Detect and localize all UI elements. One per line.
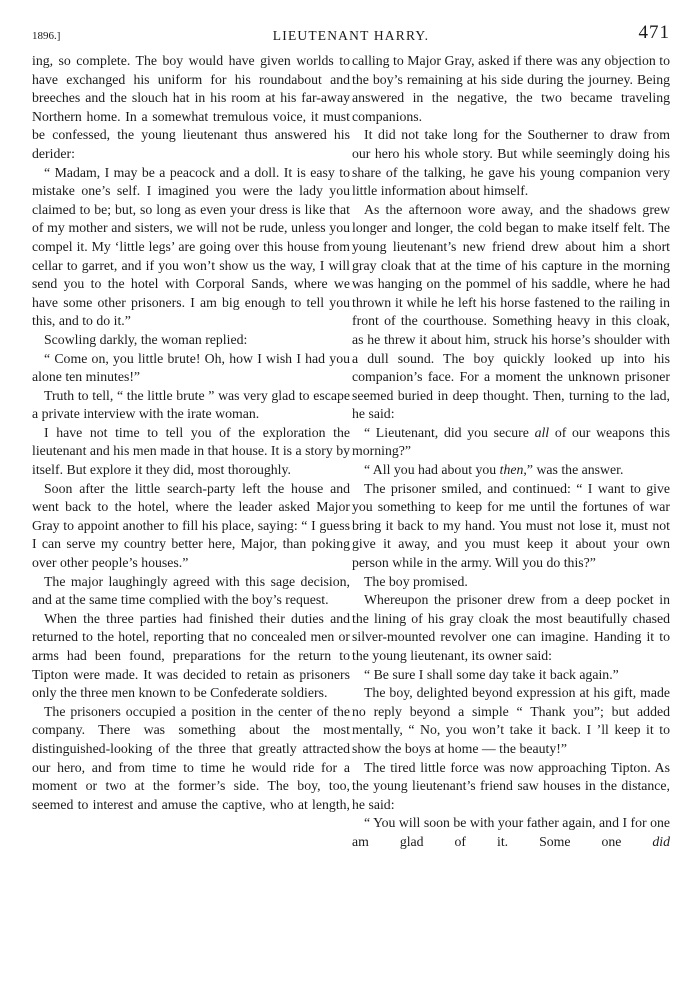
paragraph: Truth to tell, “ the little brute ” was very glad to escape a private interview with the irate woman. xyxy=(32,387,350,422)
italic-text: all xyxy=(534,424,550,440)
paragraph: The tired little force was now approaching Tipton. As the young lieutenant’s friend saw houses in the distance, he said: xyxy=(352,759,670,812)
paragraph: “ Be sure I shall some day take it back again.” xyxy=(364,666,619,682)
paragraph: ing, so complete. The boy would have given worlds to have exchanged his uniform for his roundabout and breeches and the slouch hat in his room at his far-away Northern home. In a somewhat tremulous voice, it must be confessed, the young lieutenant thus answered his derider: xyxy=(32,53,350,161)
issue-date: 1896.] xyxy=(32,30,61,42)
paragraph: Scowling darkly, the woman replied: xyxy=(44,331,248,347)
paragraph: The boy promised. xyxy=(364,573,468,589)
paragraph: It did not take long for the Southerner to draw from our hero his whole story. But while seemingly doing his share of the talking, he gave his young companion very little information about himself. xyxy=(352,127,670,199)
text-run: “ All you had about you xyxy=(364,462,500,478)
left-column xyxy=(32,52,350,994)
paragraph: Whereupon the prisoner drew from a deep pocket in the lining of his gray cloak the most beautifully chased silver-mounted revolver one can imagine. Handing it to the young lieutenant, its owner said: xyxy=(352,592,670,663)
paragraph: calling to Major Gray, asked if there was any objection to the boy’s remaining at his side during the journey. Being answered in the negative, the two became traveling companions. xyxy=(352,53,670,124)
text-run: “ You will soon be with your father again, and I for one am glad of it. Some one xyxy=(352,815,670,849)
paragraph: Soon after the little search-party left the house and went back to the hotel, where the leader asked Major Gray to appoint another to fill his place, saying: “ I guess I can serve my country better here, Major, than poking over other people’s houses.” xyxy=(32,480,350,571)
paragraph: The prisoners occupied a position in the center of the company. There was something about the most distinguished-looking of the three that greatly attracted our hero, and from time to time he would ride for a moment or two at the former’s side. The boy, too, seemed to interest and amuse the captive, who at length, xyxy=(32,703,350,812)
paragraph xyxy=(352,461,670,480)
right-column xyxy=(352,52,670,994)
paragraph: I have not time to tell you of the exploration the lieutenant and his men made in that house. It is a story by itself. But explore it they did, most thoroughly. xyxy=(32,424,350,478)
article-title: LIEUTENANT HARRY. xyxy=(272,28,430,43)
paragraph: The prisoner smiled, and continued: “ I want to give you something to keep for me until the fortunes of war bring it back to my hand. You must not lose it, must not give it away, and you must keep it about your own person while in the army. Will you do this?” xyxy=(352,480,670,571)
paragraph xyxy=(352,424,670,461)
italic-text: then xyxy=(499,462,524,478)
paragraph: The boy, delighted beyond expression at his gift, made no reply beyond a simple “ Thank you”; but added mentally, “ No, you won’t take it back. I ’ll keep it to show the boys at home — the beauty!” xyxy=(352,685,670,756)
text-columns xyxy=(32,52,670,994)
text-run: ,” was the answer. xyxy=(523,462,624,478)
paragraph: As the afternoon wore away, and the shadows grew longer and longer, the cold began to make itself felt. The young lieutenant’s new friend drew about him a short gray cloak that at the time of his capture in the morning was hanging on the pommel of his saddle, where he had thrown it while he left his horse fastened to the railing in front of the courthouse. Something heavy in this cloak, as he threw it about him, struck his horse’s shoulder with a dull sound. The boy quickly looked up into his companion’s face. For a moment the unknown prisoner seemed buried in deep thought. Then, turning to the lad, he said: xyxy=(352,201,670,422)
italic-text: did xyxy=(652,833,670,849)
running-head xyxy=(32,22,670,52)
paragraph: “ Come on, you little brute! Oh, how I wish I had you alone ten minutes!” xyxy=(32,350,350,385)
paragraph: When the three parties had finished their duties and returned to the hotel, reporting that no concealed men or arms had been found, preparations for the return to Tipton were made. It was decided to retain as prisoners only the three men known to be Confederate soldiers. xyxy=(32,610,350,701)
paragraph xyxy=(352,814,670,851)
text-run: “ Lieutenant, did you secure xyxy=(364,424,535,440)
paragraph: “ Madam, I may be a peacock and a doll. It is easy to mistake one’s self. I imagined you were the lady you claimed to be; but, so long as even your dress is like that of my mother and sisters, we will not be rude, unless you compel it. My ‘little legs’ are going over this house from cellar to garret, and if you won’t show us the way, I will send you to the hotel with Corporal Sands, where we have some other prisoners. I am big enough to tell you this, and to do it.” xyxy=(32,164,350,329)
page-number: 471 xyxy=(638,22,670,43)
text-run: of our weapons this morning?” xyxy=(352,424,670,459)
paragraph: The major laughingly agreed with this sage decision, and at the same time complied with the boy’s request. xyxy=(32,573,350,608)
